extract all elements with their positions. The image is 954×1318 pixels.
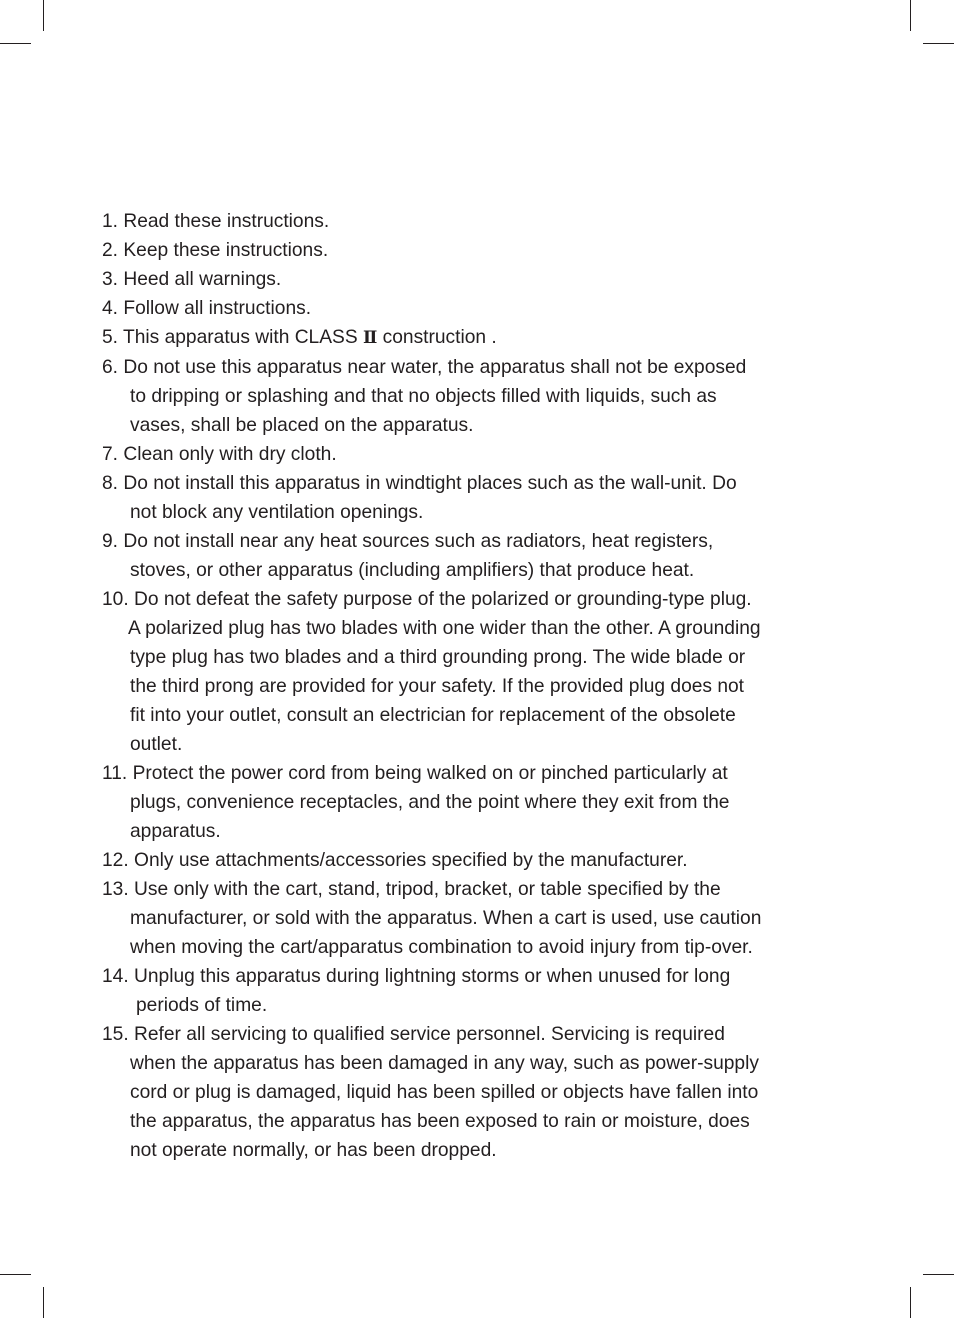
instruction-text: Only use attachments/accessories specified by the manufacturer. [134,850,688,871]
instruction-line [102,1078,842,1107]
instruction-item [102,469,842,527]
instruction-line [102,788,842,817]
instruction-text: vases, shall be placed on the apparatus. [130,415,474,436]
instruction-line [102,614,842,643]
instruction-number: 14. [102,966,129,987]
instruction-text: Heed all warnings. [123,269,282,290]
instruction-text: Do not install near any heat sources such as radiators, heat registers, [123,531,714,552]
instruction-text: Protect the power cord from being walked on or pinched particularly at [132,763,728,784]
instruction-line [102,323,842,353]
instruction-item [102,527,842,585]
instruction-text: Do not use this apparatus near water, the apparatus shall not be exposed [123,357,747,378]
instruction-line [102,498,842,527]
instruction-item [102,759,842,846]
instruction-text: Read these instructions. [123,211,330,232]
instruction-number: 10. [102,589,129,610]
instruction-number: 3. [102,269,119,290]
instruction-item [102,962,842,1020]
class-ii-symbol: Ⅱ [362,328,378,348]
instruction-text: when moving the cart/apparatus combination to avoid injury from tip-over. [130,937,753,958]
instruction-item [102,207,842,236]
instruction-line [102,730,842,759]
instruction-line [102,556,842,585]
instruction-number: 13. [102,879,129,900]
instruction-number: 2. [102,240,119,261]
instruction-item [102,875,842,962]
instruction-line [102,672,842,701]
instruction-text: construction . [377,327,497,348]
instruction-line [102,440,842,469]
instruction-item [102,323,842,353]
instruction-number: 15. [102,1024,129,1045]
instruction-text: Clean only with dry cloth. [123,444,337,465]
instruction-text: Unplug this apparatus during lightning storms or when unused for long [134,966,731,987]
instruction-line [102,382,842,411]
instruction-text: apparatus. [130,821,221,842]
instruction-line [102,701,842,730]
crop-mark-bottom-right-horizontal [923,1274,954,1275]
instruction-text: Do not defeat the safety purpose of the polarized or grounding-type plug. [134,589,752,610]
instruction-line [102,1136,842,1165]
instruction-line [102,236,842,265]
instruction-line [102,207,842,236]
instruction-line [102,933,842,962]
instruction-line [102,294,842,323]
instruction-number: 7. [102,444,119,465]
instruction-line [102,469,842,498]
instruction-text: the apparatus, the apparatus has been exposed to rain or moisture, does [130,1111,750,1132]
instruction-text: the third prong are provided for your safety. If the provided plug does not [130,676,745,697]
instruction-line [102,527,842,556]
instruction-line [102,846,842,875]
instruction-line [102,875,842,904]
instruction-line [102,1020,842,1049]
instruction-text: stoves, or other apparatus (including amplifiers) that produce heat. [130,560,695,581]
instruction-line [102,643,842,672]
instruction-text: Follow all instructions. [123,298,312,319]
instruction-line [102,817,842,846]
instruction-number: 4. [102,298,119,319]
instruction-item [102,440,842,469]
instruction-text: cord or plug is damaged, liquid has been spilled or objects have fallen into [130,1082,759,1103]
instruction-text: This apparatus with CLASS [123,327,363,348]
instruction-number: 9. [102,531,119,552]
instruction-number: 6. [102,357,119,378]
instruction-item [102,585,842,759]
instruction-number: 8. [102,473,119,494]
crop-mark-bottom-left-vertical [43,1287,44,1318]
instruction-line [102,353,842,382]
instruction-text: fit into your outlet, consult an electrician for replacement of the obsolete [130,705,736,726]
crop-mark-top-left-horizontal [0,43,31,44]
instruction-item [102,1020,842,1165]
crop-mark-bottom-right-vertical [910,1287,911,1318]
instruction-line [102,962,842,991]
instruction-line [102,585,842,614]
instruction-line [102,265,842,294]
instruction-line [102,904,842,933]
instruction-number: 1. [102,211,119,232]
crop-mark-top-right-horizontal [923,43,954,44]
instruction-line [102,411,842,440]
instruction-text: manufacturer, or sold with the apparatus. When a cart is used, use caution [130,908,762,929]
instruction-text: not operate normally, or has been dropped. [130,1140,497,1161]
instruction-line [102,991,842,1020]
safety-instructions-list [102,207,842,1165]
instruction-number: 11. [102,763,128,784]
instruction-text: Use only with the cart, stand, tripod, bracket, or table specified by the [134,879,721,900]
instruction-text: plugs, convenience receptacles, and the point where they exit from the [130,792,730,813]
instruction-text: outlet. [130,734,183,755]
crop-mark-bottom-left-horizontal [0,1274,31,1275]
instruction-text: to dripping or splashing and that no objects filled with liquids, such as [130,386,717,407]
instruction-text: not block any ventilation openings. [130,502,424,523]
instruction-text: when the apparatus has been damaged in any way, such as power-supply [130,1053,759,1074]
instruction-item [102,353,842,440]
instruction-item [102,265,842,294]
instruction-item [102,846,842,875]
instruction-number: 5. [102,327,119,348]
instruction-text: Refer all servicing to qualified service personnel. Servicing is required [134,1024,725,1045]
instruction-text: periods of time. [136,995,268,1016]
instruction-line [102,759,842,788]
instruction-text: A polarized plug has two blades with one wider than the other. A grounding [128,618,761,639]
instruction-text: type plug has two blades and a third grounding prong. The wide blade or [130,647,746,668]
crop-mark-top-right-vertical [910,0,911,31]
instruction-item [102,294,842,323]
instruction-line [102,1049,842,1078]
instruction-line [102,1107,842,1136]
instruction-text: Do not install this apparatus in windtight places such as the wall-unit. Do [123,473,737,494]
instruction-number: 12. [102,850,129,871]
instruction-text: Keep these instructions. [123,240,329,261]
instruction-item [102,236,842,265]
crop-mark-top-left-vertical [43,0,44,31]
